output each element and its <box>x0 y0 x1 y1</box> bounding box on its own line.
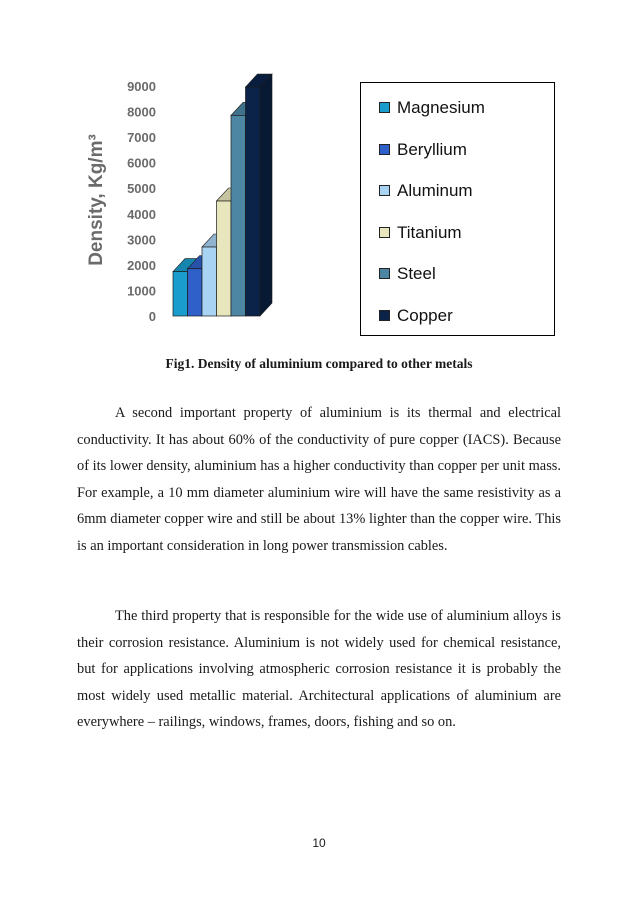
y-tick-label: 2000 <box>127 257 156 273</box>
paragraph-conductivity <box>77 400 561 559</box>
bar-front-face <box>202 247 217 316</box>
legend-item-aluminum <box>397 180 473 202</box>
bar-front-face <box>217 201 232 316</box>
legend-item-steel <box>397 263 436 285</box>
y-tick-label: 3000 <box>127 232 156 248</box>
legend-label: Titanium <box>397 222 462 242</box>
y-tick-label: 1000 <box>127 283 156 299</box>
legend-item-titanium <box>397 222 462 244</box>
paragraph-corrosion <box>77 603 561 736</box>
legend-label: Beryllium <box>397 139 467 159</box>
legend-swatch <box>379 310 390 321</box>
legend-label: Aluminum <box>397 181 473 200</box>
legend-swatch <box>379 227 390 238</box>
paragraph-text: A second important property of aluminium is its thermal and electrical conductivity. It has about 60% of the conductivity of pure copper (IACS). Because of its lower density, aluminium has a higher conductivity than copper per unit mass. For example, a 10 mm diameter aluminium wire will have the same resistivity as a 6mm diameter copper wire and still be about 13% lighter than the copper wire. This is an important consideration in long power transmission cables. <box>77 405 561 554</box>
legend-item-copper <box>397 305 453 327</box>
legend-swatch <box>379 102 390 113</box>
bar-front-face <box>246 87 261 316</box>
y-tick-label: 9000 <box>127 79 156 94</box>
y-tick-label: 8000 <box>127 104 156 120</box>
chart-legend <box>360 82 555 336</box>
legend-item-magnesium <box>397 97 485 119</box>
figure-caption: Fig1. Density of aluminium compared to other metals <box>165 356 473 371</box>
density-bar-chart <box>76 70 286 328</box>
legend-swatch <box>379 144 390 155</box>
legend-label: Steel <box>397 264 436 283</box>
bar-front-face <box>231 115 246 316</box>
legend-label: Copper <box>397 305 453 325</box>
bar-copper <box>246 74 273 316</box>
y-tick-label: 7000 <box>127 130 156 146</box>
legend-swatch <box>379 268 390 279</box>
page-number: 10 <box>312 836 326 850</box>
bar-front-face <box>173 272 188 316</box>
bar-front-face <box>188 269 203 316</box>
y-tick-label: 6000 <box>127 155 156 171</box>
bar-side-face <box>260 74 272 316</box>
y-axis-label: Density, Kg/m³ <box>86 134 107 266</box>
y-tick-label: 5000 <box>127 181 156 197</box>
y-tick-label: 0 <box>148 309 156 324</box>
paragraph-text: The third property that is responsible for the wide use of aluminium alloys is their corrosion resistance. Aluminium is not widely used for chemical resistance, but for applications involving atmospheric corrosion resistance it is probably the most widely used metallic material. Architectural applications of aluminium are everywhere – railings, windows, frames, doors, fishing and so on. <box>77 608 561 730</box>
legend-item-beryllium <box>397 139 467 161</box>
legend-swatch <box>379 185 390 196</box>
y-tick-label: 4000 <box>127 206 156 222</box>
legend-label: Magnesium <box>397 98 485 117</box>
